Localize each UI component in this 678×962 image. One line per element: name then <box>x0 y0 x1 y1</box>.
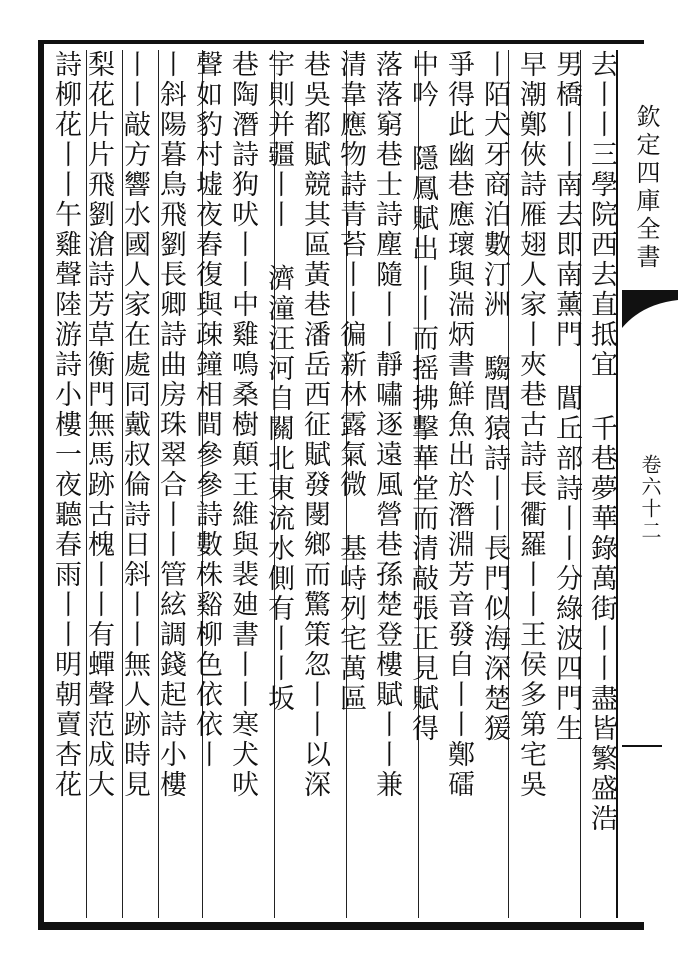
text-column: 宇則并疆丨丨 濟潼汪河自關北東流水側有丨丨坂 <box>263 50 294 714</box>
book-title: 欽定四庫全書 <box>632 104 660 272</box>
text-column: 早潮鄭俠詩雁翅人家丨夾巷古詩長衢羅丨丨王侯多第宅吳 <box>515 50 546 800</box>
text-column: 爭得此幽巷應瓌與湍炳書鮮魚出於潛淵芳音發自丨丨鄭礌 <box>443 50 474 800</box>
text-column: 去丨丨三學院西去直抵宜 千巷夢華錄萬街丨丨盡皆繁盛浩 <box>586 50 617 834</box>
margin-rule <box>622 745 662 747</box>
text-column: 梨花片片飛劉滄詩芳草衡門無馬跡古槐丨丨有蟬聲范成大 <box>83 50 114 800</box>
text-column: 清韋應物詩青苔丨丨徧新林露氣微 基峙列宅萬區 <box>335 50 366 714</box>
frame-bottom-border <box>38 922 644 930</box>
frame-top-border <box>38 40 644 44</box>
text-column: 中吟 隱鳳賦出丨丨而摇拂擊華堂而清敲張正見賦得 <box>407 50 438 744</box>
volume-number: 卷六十二 <box>638 454 662 542</box>
text-column: 巷陶潛詩狗吠丨丨中雞鳴桑樹顛王維與裴廸書丨丨寒犬吠 <box>227 50 258 800</box>
text-column: 聲如豹村墟夜舂復與疎鐘相間參參詩數株谿柳色依依丨 <box>191 50 222 770</box>
text-column: 丨丨敲方響水國人家在處同戴叔倫詩日斜丨丨無人跡時見 <box>119 50 150 800</box>
text-column: 丨陌犬牙商泊數汀洲 騶閭猿詩丨丨長門似海深楚猨 <box>479 50 510 744</box>
text-column: 落落窮巷士詩塵隨丨丨靜嘯逐遠風營巷孫楚登樓賦丨丨兼 <box>371 50 402 800</box>
text-column: 詩柳花丨丨午雞聲陸游詩小樓一夜聽春雨丨丨明朝賣杏花 <box>50 50 81 800</box>
text-column: 男橋丨丨南去即南薰門 閶丘部詩丨丨分綠波四門生 <box>551 50 582 744</box>
text-column: 丨斜陽暮鳥飛劉長卿詩曲房珠翠合丨丨管絃調錢起詩小樓 <box>155 50 186 800</box>
frame-left-border <box>38 40 44 930</box>
fish-tail-mark-icon <box>622 290 678 330</box>
page-margin <box>622 44 678 924</box>
text-column: 巷吳都賦競其區黃巷潘岳西征賦發閿鄉而驚策忽丨丨以深 <box>299 50 330 800</box>
